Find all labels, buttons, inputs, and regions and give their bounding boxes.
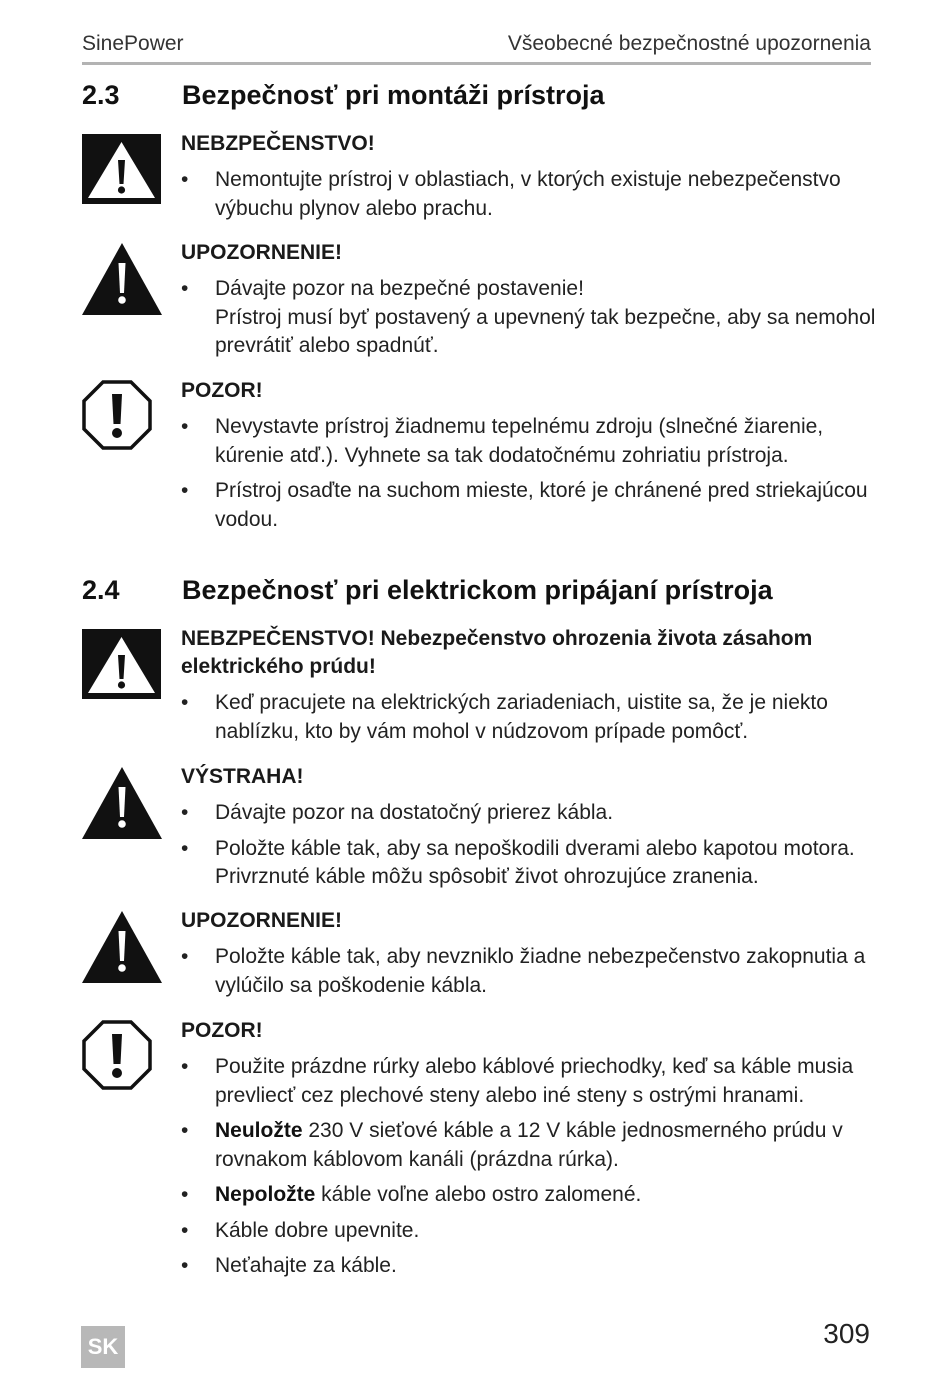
safety-block [181,239,881,368]
warning-icon [82,243,162,315]
list-item: • Použite prázdne rúrky alebo káblové priechodky, keď sa káble musia prevliecť cez plechové steny alebo iné steny s ostrými hranami. [181,1055,854,1107]
bullet-list [181,413,881,534]
list-item: • Prístroj osaďte na suchom mieste, ktoré je chránené pred striekajúcou vodou. [181,479,868,531]
signal-word: VÝSTRAHA! [181,765,304,788]
bullet-list [181,275,881,361]
section-number: 2.4 [82,575,120,605]
list-item: • Nevystavte prístroj žiadnemu tepelnému zdroju (slnečné žiarenie, kúrenie atď.). Vyhnete sa tak dodatočnému zohriatiu prístroja. [181,415,824,467]
section-number: 2.3 [82,80,120,110]
list-item: • Položte káble tak, aby nevzniklo žiadne nebezpečenstvo zakopnutia a vylúčilo sa poškodenie kábla. [181,945,866,997]
warning-icon [82,911,162,983]
list-item: • Neťahajte za káble. [181,1254,397,1277]
list-item: • Nemontujte prístroj v oblastiach, v ktorých existuje nebezpečenstvo výbuchu plynov alebo prachu. [181,168,841,220]
list-item: • Dávajte pozor na dostatočný prierez kábla. [181,801,614,824]
list-item-continuation: Prístroj musí byť postavený a upevnený tak bezpečne, aby sa nemohol prevrátiť alebo spadnúť. [215,305,876,357]
safety-block [181,1017,881,1288]
header-chapter: Všeobecné bezpečnostné upozornenia [507,32,871,55]
signal-word: POZOR! [181,379,263,402]
signal-word: UPOZORNENIE! [181,241,343,264]
safety-block [181,763,881,899]
danger-icon [82,134,161,204]
safety-block [181,907,881,1007]
signal-word: NEBZPEČENSTVO! [181,132,375,155]
page-number: 309 [823,1318,870,1349]
list-item: • Káble dobre upevnite. [181,1218,420,1242]
list-item: • Dávajte pozor na bezpečné postavenie! [181,277,584,300]
page-header [82,30,871,65]
safety-block [181,625,881,753]
safety-block [181,130,881,230]
bullet-list [181,1053,881,1281]
list-item: • Nepoložte káble voľne alebo ostro zalomené. [181,1183,642,1206]
section-title: Bezpečnosť pri elektrickom pripájaní prístroja [182,575,773,605]
danger-icon [82,629,161,699]
warning-icon [82,767,162,839]
signal-word: NEBZPEČENSTVO! Nebezpečenstvo ohrozenia života zásahom elektrického prúdu! [181,627,813,678]
bullet-list [181,799,881,892]
bullet-list [181,166,881,223]
safety-block [181,377,881,541]
header-product: SinePower [82,32,184,55]
section-title: Bezpečnosť pri montáži prístroja [182,80,605,110]
list-item: • Keď pracujete na elektrických zariadeniach, uistite sa, že je niekto nablízku, kto by vám mohol v núdzovom prípade pomôcť. [181,691,828,743]
list-item: • Neuložte 230 V sieťové káble a 12 V káble jednosmerného prúdu v rovnakom káblovom kanáli (prázdna rúrka). [181,1119,843,1171]
bullet-list [181,943,881,1000]
caution-icon [82,380,152,450]
signal-word: POZOR! [181,1019,263,1042]
language-tab: SK [81,1326,125,1368]
list-item: • Položte káble tak, aby sa nepoškodili dverami alebo kapotou motora. Privrznuté káble môžu spôsobiť život ohrozujúce zranenia. [181,836,855,888]
caution-icon [82,1020,152,1090]
signal-word: UPOZORNENIE! [181,909,343,932]
bullet-list [181,689,881,746]
